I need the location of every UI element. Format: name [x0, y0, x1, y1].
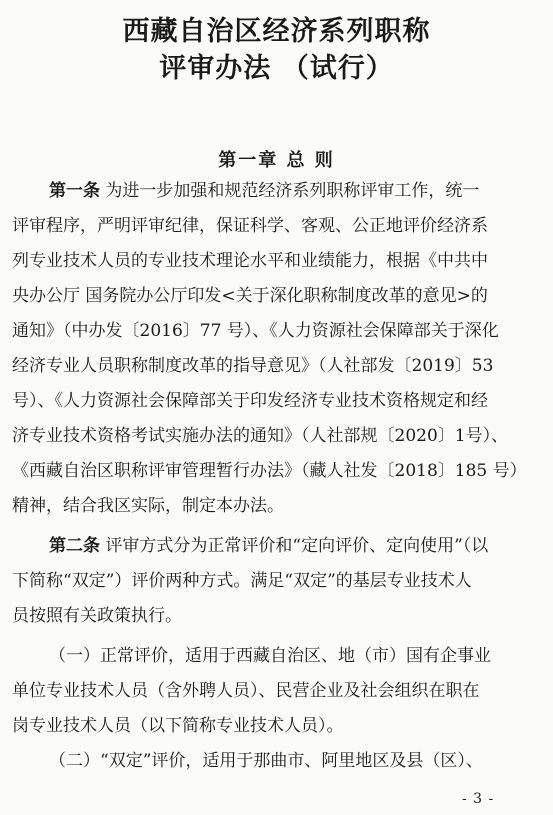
article-1-line-3: 列专业技术人员的专业技术理论水平和业绩能力，根据《中共中 [12, 251, 488, 271]
article-1-line-8: 济专业技术资格考试实施办法的通知》（人社部规〔2020〕1号）、 [12, 426, 509, 446]
article-1-label: 第一条 [49, 181, 100, 201]
document-title-line-1: 西藏自治区经济系列职称 [122, 16, 431, 47]
article-2-label: 第二条 [49, 536, 100, 556]
article-1-line-10: 精神，结合我区实际，制定本办法。 [12, 496, 284, 516]
article-1-line-5: 通知》（中办发〔2016〕77 号）、《人力资源社会保障部关于深化 [12, 321, 499, 341]
article-1-line-6: 经济专业人员职称制度改革的指导意见》（人社部发〔2019〕53 [12, 356, 494, 376]
item-1-line-3: 岗专业技术人员（以下简称专业技术人员）。 [12, 716, 344, 736]
document-title-line-2: 评审办法 （试行） [159, 53, 394, 84]
item-1-line-2: 单位专业技术人员（含外聘人员）、民营企业及社会组织在职在 [12, 681, 480, 701]
article-1-line-1: 为进一步加强和规范经济系列职称评审工作，统一 [105, 181, 480, 201]
article-2-line-2: 下简称“双定”）评价两种方式。满足“双定”的基层专业技术人 [12, 571, 472, 591]
article-1-line-4: 央办公厅 国务院办公厅印发<关于深化职称制度改革的意见>的 [12, 286, 488, 306]
article-1-line-2: 评审程序，严明评审纪律，保证科学、客观、公正地评价经济系 [12, 216, 488, 236]
article-2-line-1: 评审方式分为正常评价和“定向评价、定向使用”（以 [105, 536, 489, 556]
article-1-first-line [49, 180, 479, 202]
chapter-heading: 第一章 总 则 [218, 150, 335, 171]
article-2-line-3: 员按照有关政策执行。 [12, 606, 182, 626]
article-1-line-7: 号）、《人力资源社会保障部关于印发经济专业技术资格规定和经 [12, 391, 488, 411]
item-1-line-1: （一）正常评价，适用于西藏自治区、地（市）国有企事业 [49, 646, 491, 666]
article-1-line-9: 《西藏自治区职称评审管理暂行办法》（藏人社发〔2018〕185 号） [12, 461, 527, 481]
item-2-line-1: （二）“双定”评价，适用于那曲市、阿里地区及县（区）、 [49, 751, 483, 771]
article-2-first-line [49, 535, 488, 557]
page-number: - 3 - [462, 791, 495, 807]
